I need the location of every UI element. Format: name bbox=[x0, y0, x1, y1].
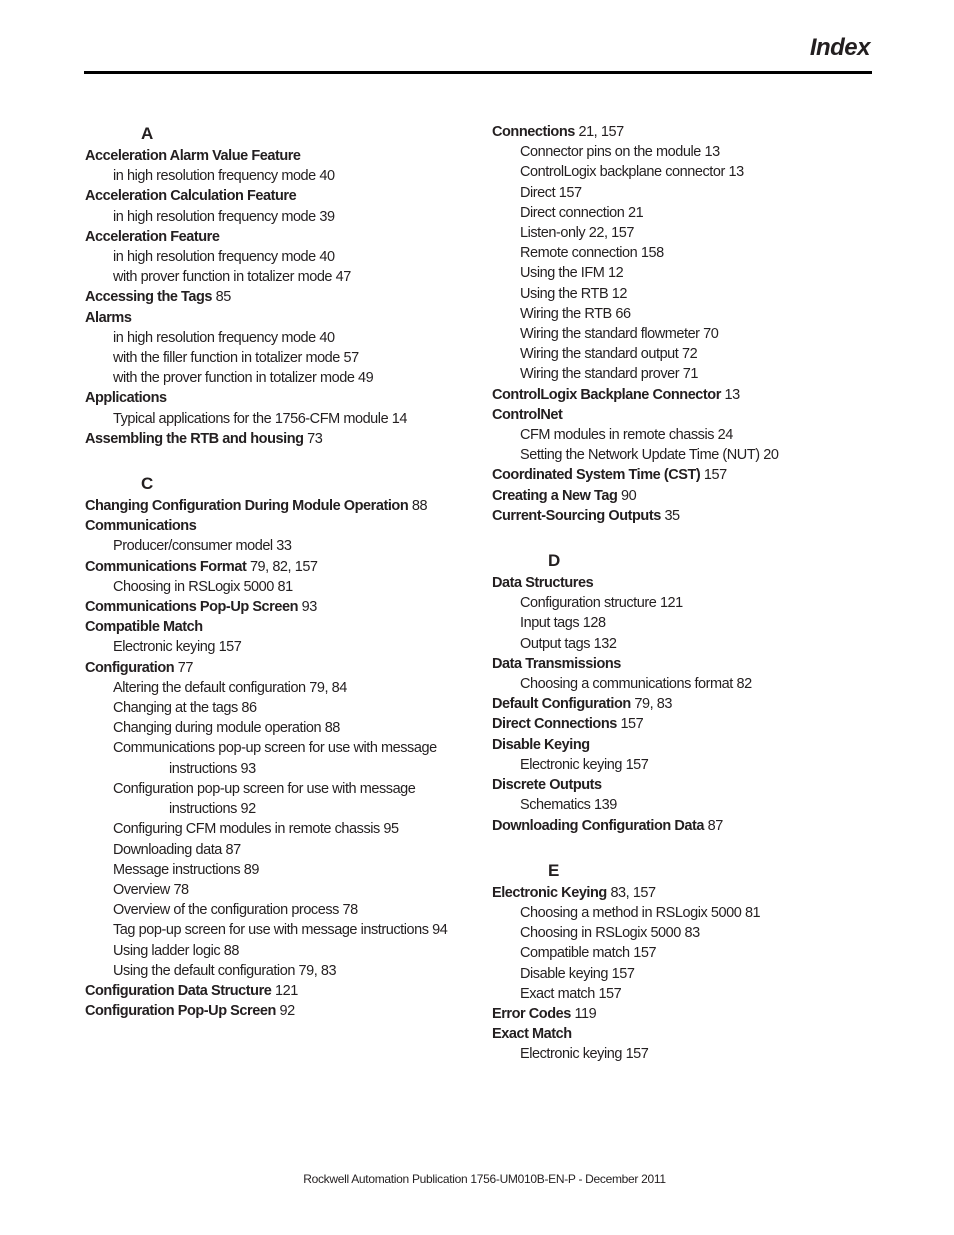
index-subentry bbox=[492, 162, 872, 182]
subentry-text: Remote connection bbox=[520, 245, 638, 262]
index-subentry bbox=[85, 819, 485, 839]
subentry-text: Connector pins on the module bbox=[520, 144, 701, 161]
index-subentry bbox=[492, 445, 872, 465]
subentry-pages: 40 bbox=[319, 249, 335, 266]
subentry-pages: 24 bbox=[717, 427, 733, 444]
entry-term: ControlNet bbox=[492, 406, 563, 423]
subentry-text: Wiring the standard output bbox=[520, 346, 679, 363]
index-entry bbox=[85, 981, 485, 1001]
section-letter: A bbox=[141, 124, 154, 143]
index-entry bbox=[85, 516, 485, 536]
index-subentry bbox=[85, 698, 485, 718]
index-subentry bbox=[492, 923, 872, 943]
index-entry bbox=[85, 146, 485, 166]
entry-term: Communications Pop-Up Screen bbox=[85, 599, 298, 616]
index-subentry bbox=[85, 678, 485, 698]
index-subentry bbox=[85, 368, 485, 388]
index-entry bbox=[85, 496, 485, 516]
index-subentry bbox=[85, 738, 485, 778]
subentry-pages: 13 bbox=[704, 144, 720, 161]
subentry-text: in high resolution frequency mode bbox=[113, 208, 316, 225]
entry-term: Changing Configuration During Module Operation bbox=[85, 498, 409, 515]
index-subentry bbox=[492, 795, 872, 815]
subentry-pages: 121 bbox=[659, 595, 683, 612]
header-rule bbox=[84, 71, 872, 74]
index-entry bbox=[85, 186, 485, 206]
page-title: Index bbox=[809, 34, 870, 61]
subentry-pages: 89 bbox=[243, 861, 260, 878]
entry-pages: 119 bbox=[574, 1005, 597, 1022]
index-subentry bbox=[85, 941, 485, 961]
subentry-pages: 72 bbox=[681, 346, 698, 363]
index-section bbox=[85, 122, 485, 449]
entry-term: Discrete Outputs bbox=[492, 777, 602, 794]
subentry-pages: 40 bbox=[319, 168, 335, 185]
entry-term: Configuration Pop-Up Screen bbox=[85, 1003, 276, 1020]
index-subentry bbox=[492, 674, 872, 694]
entry-pages: 157 bbox=[620, 716, 644, 733]
subentry-text: in high resolution frequency mode bbox=[113, 249, 316, 266]
entry-pages: 35 bbox=[664, 507, 680, 524]
entry-pages: 85 bbox=[215, 289, 231, 306]
subentry-pages: 82 bbox=[736, 676, 752, 693]
subentry-text: Using the RTB bbox=[520, 285, 609, 302]
entry-pages: 79, 83 bbox=[634, 696, 672, 713]
entry-term: Assembling the RTB and housing bbox=[85, 430, 304, 447]
subentry-pages: 83 bbox=[684, 925, 700, 942]
subentry-text: Changing during module operation bbox=[113, 720, 322, 737]
subentry-text: Direct bbox=[520, 184, 556, 201]
subentry-pages: 86 bbox=[241, 700, 257, 717]
subentry-pages: 33 bbox=[276, 538, 292, 555]
subentry-pages: 157 bbox=[598, 985, 622, 1002]
subentry-text: Wiring the standard prover bbox=[520, 366, 680, 383]
entry-pages: 73 bbox=[307, 430, 323, 447]
index-entry bbox=[492, 694, 872, 714]
subentry-text: Overview bbox=[113, 881, 170, 898]
index-section bbox=[492, 859, 872, 1065]
index-subentry bbox=[492, 364, 872, 384]
subentry-pages: 12 bbox=[608, 265, 624, 282]
index-entry bbox=[492, 1004, 872, 1024]
index-entry bbox=[85, 388, 485, 408]
subentry-pages: 78 bbox=[173, 881, 189, 898]
section-letter: D bbox=[548, 551, 561, 571]
index-entry bbox=[85, 617, 485, 637]
entry-term: Direct Connections bbox=[492, 716, 617, 733]
entry-term: ControlLogix Backplane Connector bbox=[492, 386, 721, 403]
subentry-text: Electronic keying bbox=[113, 639, 215, 656]
index-entry bbox=[492, 405, 872, 425]
entry-term: Error Codes bbox=[492, 1005, 571, 1022]
index-entry bbox=[492, 1024, 872, 1044]
entry-term: Acceleration Alarm Value Feature bbox=[85, 148, 301, 164]
index-entry bbox=[492, 486, 872, 506]
subentry-text: Choosing in RSLogix 5000 bbox=[113, 578, 274, 595]
entry-term: Default Configuration bbox=[492, 696, 631, 713]
subentry-text: Tag pop-up screen for use with message instructions bbox=[113, 922, 429, 939]
subentry-pages: 70 bbox=[703, 326, 719, 343]
subentry-pages: 88 bbox=[223, 942, 239, 959]
index-subentry bbox=[492, 1044, 872, 1064]
index-subentry bbox=[492, 142, 872, 162]
index-subentry bbox=[85, 166, 485, 186]
entry-term: Configuration Data Structure bbox=[85, 982, 272, 999]
index-subentry bbox=[492, 903, 872, 923]
index-subentry bbox=[85, 247, 485, 267]
subentry-pages: 47 bbox=[335, 269, 351, 286]
entry-pages: 83, 157 bbox=[610, 884, 656, 901]
section-letter: C bbox=[141, 474, 154, 494]
index-entry bbox=[85, 429, 485, 449]
subentry-text: with the prover function in totalizer mode bbox=[113, 370, 355, 387]
subentry-text: Communications pop-up screen for use with message instructions bbox=[113, 740, 437, 777]
index-entry bbox=[492, 385, 872, 405]
index-subentry bbox=[85, 961, 485, 981]
subentry-text: Choosing a method in RSLogix 5000 bbox=[520, 904, 742, 921]
index-entry bbox=[492, 883, 872, 903]
subentry-text: Disable keying bbox=[520, 965, 608, 982]
subentry-text: Schematics bbox=[520, 797, 591, 814]
index-section bbox=[492, 122, 872, 526]
subentry-text: Electronic keying bbox=[520, 756, 622, 773]
entry-pages: 92 bbox=[279, 1003, 295, 1020]
index-entry bbox=[85, 308, 485, 328]
subentry-pages: 157 bbox=[558, 184, 582, 201]
subentry-pages: 81 bbox=[744, 904, 761, 921]
subentry-pages: 157 bbox=[625, 756, 649, 773]
index-subentry bbox=[85, 860, 485, 880]
subentry-text: Input tags bbox=[520, 615, 580, 632]
subentry-pages: 78 bbox=[342, 902, 358, 919]
subentry-pages: 157 bbox=[218, 639, 242, 656]
index-subentry bbox=[492, 183, 872, 203]
subentry-pages: 94 bbox=[432, 922, 448, 939]
subentry-pages: 12 bbox=[611, 285, 628, 302]
index-subentry bbox=[492, 284, 872, 304]
index-subentry bbox=[85, 328, 485, 348]
entry-term: Data Structures bbox=[492, 575, 594, 592]
entry-term: Acceleration Feature bbox=[85, 228, 220, 245]
index-subentry bbox=[85, 920, 485, 940]
subentry-pages: 66 bbox=[615, 305, 631, 322]
index-entry bbox=[85, 658, 485, 678]
index-subentry bbox=[492, 964, 872, 984]
subentry-pages: 22, 157 bbox=[588, 225, 634, 242]
subentry-pages: 139 bbox=[594, 797, 617, 814]
index-subentry bbox=[85, 267, 485, 287]
subentry-pages: 81 bbox=[277, 578, 293, 595]
index-subentry bbox=[85, 207, 485, 227]
subentry-text: Direct connection bbox=[520, 204, 625, 221]
subentry-text: Configuration structure bbox=[520, 595, 657, 612]
subentry-text: Using ladder logic bbox=[113, 942, 221, 959]
index-entry bbox=[492, 465, 872, 485]
entry-term: Creating a New Tag bbox=[492, 487, 618, 504]
index-subentry bbox=[492, 344, 872, 364]
index-entry bbox=[492, 775, 872, 795]
subentry-pages: 20 bbox=[763, 447, 779, 464]
index-entry bbox=[85, 227, 485, 247]
subentry-text: Producer/consumer model bbox=[113, 538, 273, 555]
subentry-pages: 93 bbox=[240, 760, 256, 777]
subentry-pages: 158 bbox=[640, 245, 664, 262]
index-subentry bbox=[85, 637, 485, 657]
entry-pages: 157 bbox=[703, 467, 727, 484]
index-subentry bbox=[85, 840, 485, 860]
subentry-text: Setting the Network Update Time (NUT) bbox=[520, 447, 760, 464]
entry-term: Connections bbox=[492, 124, 575, 140]
entry-pages: 13 bbox=[724, 386, 740, 403]
index-subentry bbox=[492, 425, 872, 445]
subentry-text: Message instructions bbox=[113, 861, 241, 878]
entry-pages: 87 bbox=[707, 817, 723, 834]
entry-term: Configuration bbox=[85, 659, 175, 676]
subentry-text: Electronic keying bbox=[520, 1046, 622, 1063]
subentry-text: Configuring CFM modules in remote chassis bbox=[113, 821, 380, 838]
entry-pages: 79, 82, 157 bbox=[249, 558, 318, 575]
index-section bbox=[492, 549, 872, 836]
entry-term: Acceleration Calculation Feature bbox=[85, 188, 297, 205]
subentry-pages: 79, 83 bbox=[298, 962, 337, 979]
subentry-pages: 79, 84 bbox=[309, 679, 347, 696]
index-entry bbox=[492, 573, 872, 593]
index-subentry bbox=[85, 577, 485, 597]
index-subentry bbox=[85, 880, 485, 900]
index-entry bbox=[85, 1001, 485, 1021]
subentry-text: CFM modules in remote chassis bbox=[520, 427, 715, 444]
subentry-text: with prover function in totalizer mode bbox=[113, 269, 333, 286]
index-entry bbox=[492, 506, 872, 526]
index-subentry bbox=[492, 984, 872, 1004]
entry-term: Applications bbox=[85, 390, 167, 407]
subentry-pages: 13 bbox=[728, 164, 744, 181]
subentry-pages: 87 bbox=[225, 841, 241, 858]
index-subentry bbox=[85, 348, 485, 368]
index-section bbox=[85, 472, 485, 1021]
subentry-text: Configuration pop-up screen for use with message instructions bbox=[113, 780, 416, 818]
index-subentry bbox=[492, 613, 872, 633]
subentry-pages: 49 bbox=[358, 370, 374, 387]
entry-pages: 121 bbox=[274, 982, 298, 999]
subentry-pages: 157 bbox=[625, 1046, 649, 1063]
subentry-text: Using the IFM bbox=[520, 265, 605, 282]
index-entry bbox=[492, 735, 872, 755]
subentry-text: Altering the default configuration bbox=[113, 679, 306, 696]
entry-pages: 88 bbox=[411, 498, 428, 515]
subentry-text: with the filler function in totalizer mode bbox=[113, 350, 340, 367]
subentry-pages: 132 bbox=[593, 635, 617, 652]
entry-term: Exact Match bbox=[492, 1026, 572, 1043]
subentry-pages: 57 bbox=[343, 350, 359, 367]
index-subentry bbox=[492, 203, 872, 223]
subentry-pages: 40 bbox=[319, 329, 335, 346]
index-subentry bbox=[85, 536, 485, 556]
subentry-text: Listen-only bbox=[520, 225, 586, 242]
entry-term: Current-Sourcing Outputs bbox=[492, 507, 661, 524]
subentry-pages: 14 bbox=[391, 410, 408, 427]
subentry-text: Downloading data bbox=[113, 841, 222, 858]
index-subentry bbox=[492, 243, 872, 263]
index-subentry bbox=[492, 263, 872, 283]
index-subentry bbox=[492, 943, 872, 963]
entry-term: Coordinated System Time (CST) bbox=[492, 467, 701, 484]
index-subentry bbox=[85, 409, 485, 429]
index-subentry bbox=[492, 755, 872, 775]
entry-term: Accessing the Tags bbox=[85, 289, 213, 306]
subentry-text: Wiring the RTB bbox=[520, 305, 612, 322]
index-entry bbox=[492, 816, 872, 836]
subentry-pages: 21 bbox=[627, 204, 644, 221]
entry-term: Data Transmissions bbox=[492, 655, 621, 672]
subentry-text: Using the default configuration bbox=[113, 962, 295, 979]
subentry-text: Compatible match bbox=[520, 945, 630, 962]
subentry-pages: 95 bbox=[383, 821, 399, 838]
index-subentry bbox=[85, 718, 485, 738]
subentry-pages: 39 bbox=[319, 208, 335, 225]
index-entry bbox=[85, 557, 485, 577]
entry-term: Alarms bbox=[85, 309, 132, 326]
entry-term: Compatible Match bbox=[85, 619, 203, 636]
subentry-text: Changing at the tags bbox=[113, 700, 238, 717]
subentry-text: Wiring the standard flowmeter bbox=[520, 326, 700, 343]
subentry-text: Overview of the configuration process bbox=[113, 902, 339, 919]
index-column-left bbox=[85, 122, 485, 1044]
index-subentry bbox=[492, 593, 872, 613]
entry-term: Electronic Keying bbox=[492, 884, 607, 901]
subentry-pages: 88 bbox=[324, 720, 340, 737]
subentry-text: Typical applications for the 1756-CFM module bbox=[113, 410, 389, 427]
subentry-pages: 71 bbox=[682, 366, 698, 383]
footer-publication: Rockwell Automation Publication 1756-UM010B-EN-P - December 2011 bbox=[303, 1172, 666, 1186]
entry-pages: 77 bbox=[177, 659, 194, 676]
subentry-pages: 157 bbox=[633, 945, 657, 962]
subentry-text: ControlLogix backplane connector bbox=[520, 164, 725, 181]
index-entry bbox=[492, 122, 872, 142]
entry-pages: 93 bbox=[301, 599, 317, 616]
index-entry bbox=[492, 714, 872, 734]
index-entry bbox=[492, 654, 872, 674]
index-subentry bbox=[85, 779, 485, 819]
subentry-pages: 128 bbox=[582, 615, 606, 632]
index-subentry bbox=[85, 900, 485, 920]
entry-term: Communications Format bbox=[85, 558, 247, 575]
index-entry bbox=[85, 287, 485, 307]
entry-pages: 90 bbox=[620, 487, 637, 504]
entry-term: Communications bbox=[85, 518, 197, 535]
subentry-text: Choosing a communications format bbox=[520, 676, 733, 693]
entry-term: Disable Keying bbox=[492, 736, 590, 753]
entry-pages: 21, 157 bbox=[578, 124, 624, 140]
subentry-text: Exact match bbox=[520, 985, 595, 1002]
section-letter: E bbox=[548, 860, 560, 880]
subentry-text: Output tags bbox=[520, 635, 591, 652]
subentry-pages: 157 bbox=[611, 965, 635, 982]
index-subentry bbox=[492, 634, 872, 654]
subentry-text: in high resolution frequency mode bbox=[113, 329, 316, 346]
index-column-right bbox=[492, 122, 872, 1088]
index-subentry bbox=[492, 304, 872, 324]
index-entry bbox=[85, 597, 485, 617]
index-subentry bbox=[492, 223, 872, 243]
subentry-text: in high resolution frequency mode bbox=[113, 168, 316, 185]
index-subentry bbox=[492, 324, 872, 344]
entry-term: Downloading Configuration Data bbox=[492, 817, 705, 834]
subentry-pages: 92 bbox=[240, 801, 256, 818]
subentry-text: Choosing in RSLogix 5000 bbox=[520, 925, 681, 942]
